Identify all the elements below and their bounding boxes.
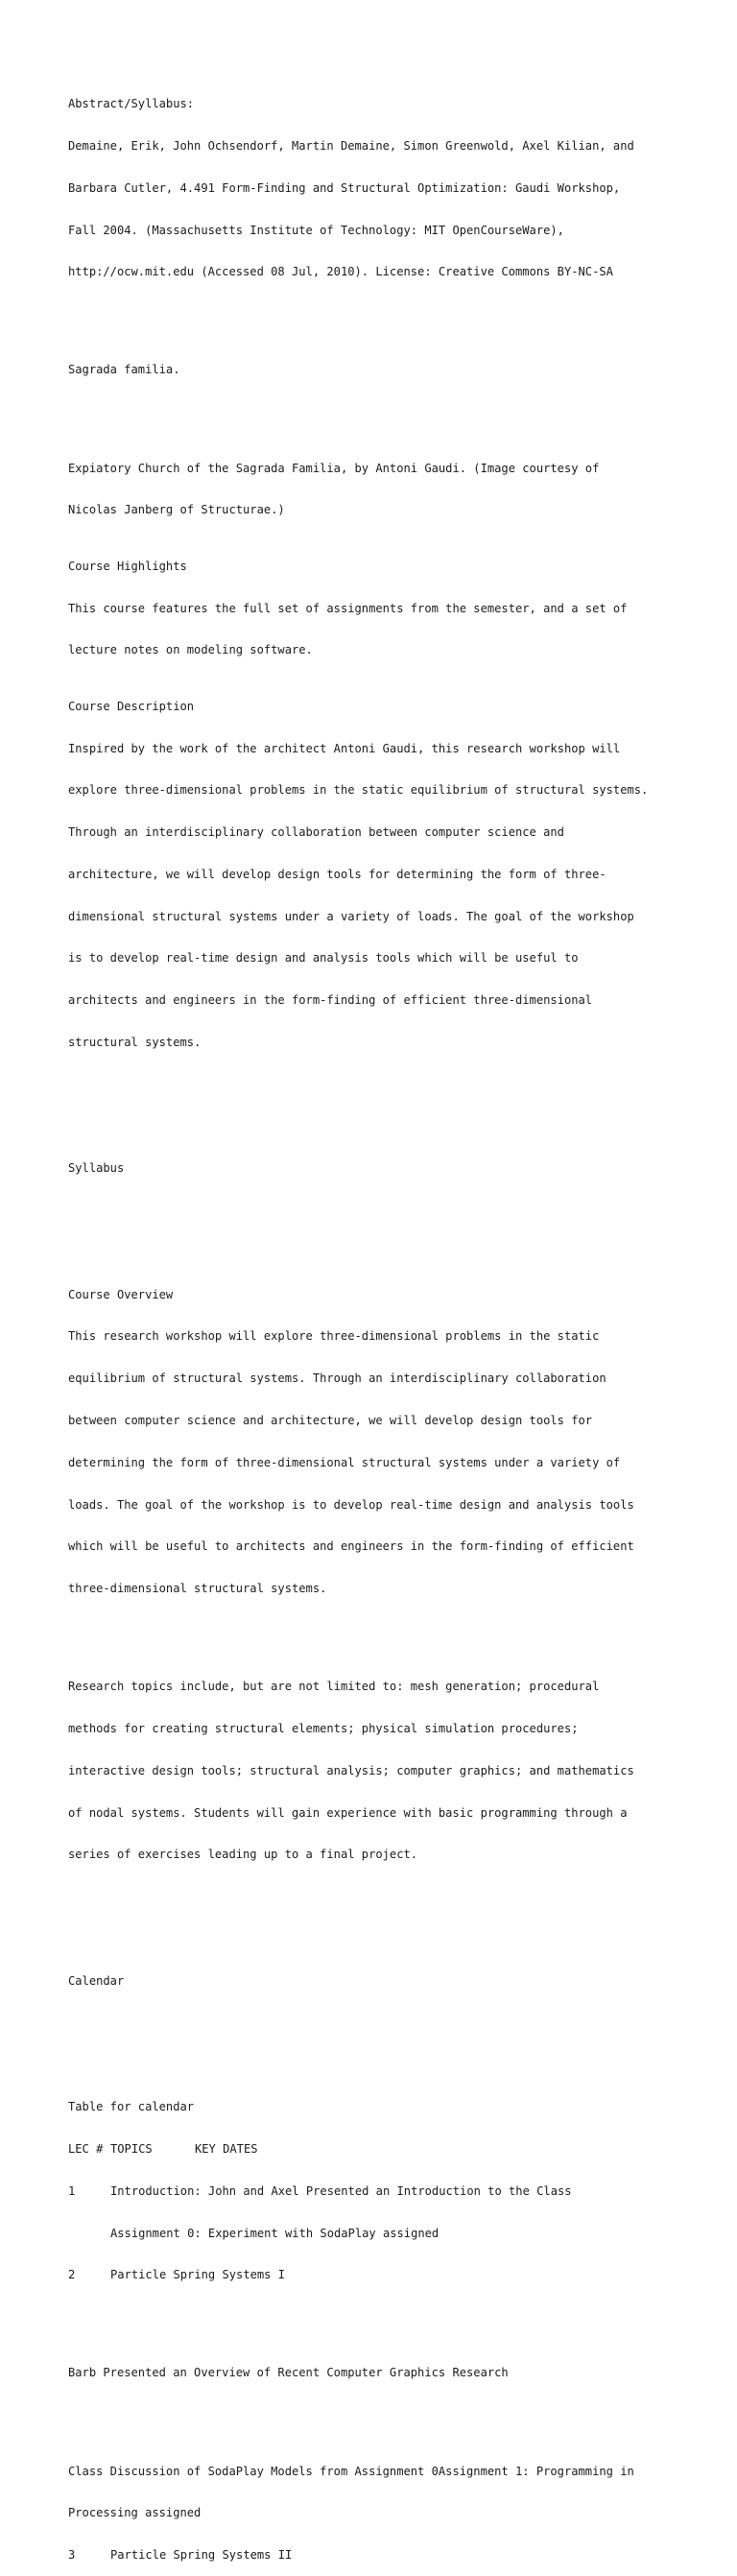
highlights-line: lecture notes on modeling software.	[68, 643, 313, 657]
lec-number: 1	[68, 2183, 76, 2198]
calendar-table-caption: Table for calendar	[68, 2100, 195, 2114]
calendar-loose-line: Barb Presented an Overview of Recent Computer Graphics Research	[68, 2366, 509, 2380]
description-line: dimensional structural systems under a variety of loads. The goal of the workshop	[68, 909, 634, 923]
column-header-key-dates: KEY DATES	[195, 2141, 258, 2156]
lec-number: 2	[68, 2268, 76, 2282]
research-topics-line: of nodal systems. Students will gain experience with basic programming through a	[68, 1805, 628, 1820]
topic-text: Introduction: John and Axel Presented an Introduction to the Class	[110, 2183, 572, 2198]
research-topics-line: methods for creating structural elements; physical simulation procedures;	[68, 1722, 579, 1736]
overview-line: between computer science and architecture, we will develop design tools for	[68, 1414, 593, 1428]
topic-text: Assignment 0: Experiment with SodaPlay assigned	[110, 2226, 440, 2240]
overview-line: which will be useful to architects and engineers in the form-finding of efficient	[68, 1539, 634, 1554]
abstract-label: Abstract/Syllabus:	[68, 97, 195, 111]
lec-number: 3	[68, 2548, 76, 2563]
overview-line: equilibrium of structural systems. Through an interdisciplinary collaboration	[68, 1371, 606, 1386]
research-topics-line: interactive design tools; structural analysis; computer graphics; and mathematics	[68, 1763, 634, 1777]
topic-text: Particle Spring Systems I	[110, 2268, 286, 2282]
highlights-heading: Course Highlights	[68, 559, 187, 573]
overview-line: This research workshop will explore three-dimensional problems in the static	[68, 1329, 600, 1344]
calendar-loose-line: Processing assigned	[68, 2506, 202, 2520]
calendar-heading: Calendar	[68, 1973, 125, 1988]
highlights-line: This course features the full set of assignments from the semester, and a set of	[68, 601, 628, 615]
overview-line: determining the form of three-dimensional structural systems under a variety of	[68, 1455, 621, 1469]
overview-line: three-dimensional structural systems.	[68, 1582, 327, 1596]
overview-heading: Course Overview	[68, 1287, 174, 1301]
calendar-loose-line: Class Discussion of SodaPlay Models from Assignment 0Assignment 1: Programming in	[68, 2464, 634, 2478]
citation-line: Fall 2004. (Massachusetts Institute of Technology: MIT OpenCourseWare),	[68, 223, 564, 237]
table-row-continuation	[68, 2227, 682, 2241]
column-header-lec: LEC #	[68, 2141, 104, 2156]
column-header-topics: TOPICS	[110, 2141, 153, 2156]
image-title: Sagrada familia.	[68, 363, 180, 377]
overview-line: loads. The goal of the workshop is to develop real-time design and analysis tools	[68, 1497, 634, 1512]
research-topics-line: Research topics include, but are not limited to: mesh generation; procedural	[68, 1680, 600, 1694]
topic-text: Particle Spring Systems II	[110, 2548, 293, 2563]
citation-line: http://ocw.mit.edu (Accessed 08 Jul, 2010). License: Creative Commons BY-NC-SA	[68, 265, 613, 279]
description-line: structural systems.	[68, 1035, 202, 1049]
description-line: explore three-dimensional problems in the static equilibrium of structural systems.	[68, 783, 649, 798]
document-page	[68, 69, 682, 2576]
syllabus-heading: Syllabus	[68, 1161, 125, 1176]
description-line: is to develop real-time design and analysis tools which will be useful to	[68, 951, 579, 966]
description-line: architects and engineers in the form-finding of efficient three-dimensional	[68, 993, 593, 1008]
description-heading: Course Description	[68, 699, 195, 713]
table-row	[68, 2268, 682, 2282]
table-row	[68, 2548, 682, 2563]
calendar-table-header	[68, 2142, 682, 2157]
description-line: Through an interdisciplinary collaboration between computer science and	[68, 825, 564, 840]
description-line: architecture, we will develop design tools for determining the form of three-	[68, 867, 606, 881]
image-caption-line: Nicolas Janberg of Structurae.)	[68, 503, 285, 517]
citation-line: Barbara Cutler, 4.491 Form-Finding and Structural Optimization: Gaudi Workshop,	[68, 180, 621, 195]
description-line: Inspired by the work of the architect Antoni Gaudi, this research workshop will	[68, 741, 621, 755]
citation-line: Demaine, Erik, John Ochsendorf, Martin Demaine, Simon Greenwold, Axel Kilian, and	[68, 138, 634, 153]
table-row	[68, 2184, 682, 2199]
image-caption-line: Expiatory Church of the Sagrada Familia, by Antoni Gaudi. (Image courtesy of	[68, 461, 600, 475]
research-topics-line: series of exercises leading up to a final project.	[68, 1848, 418, 1862]
